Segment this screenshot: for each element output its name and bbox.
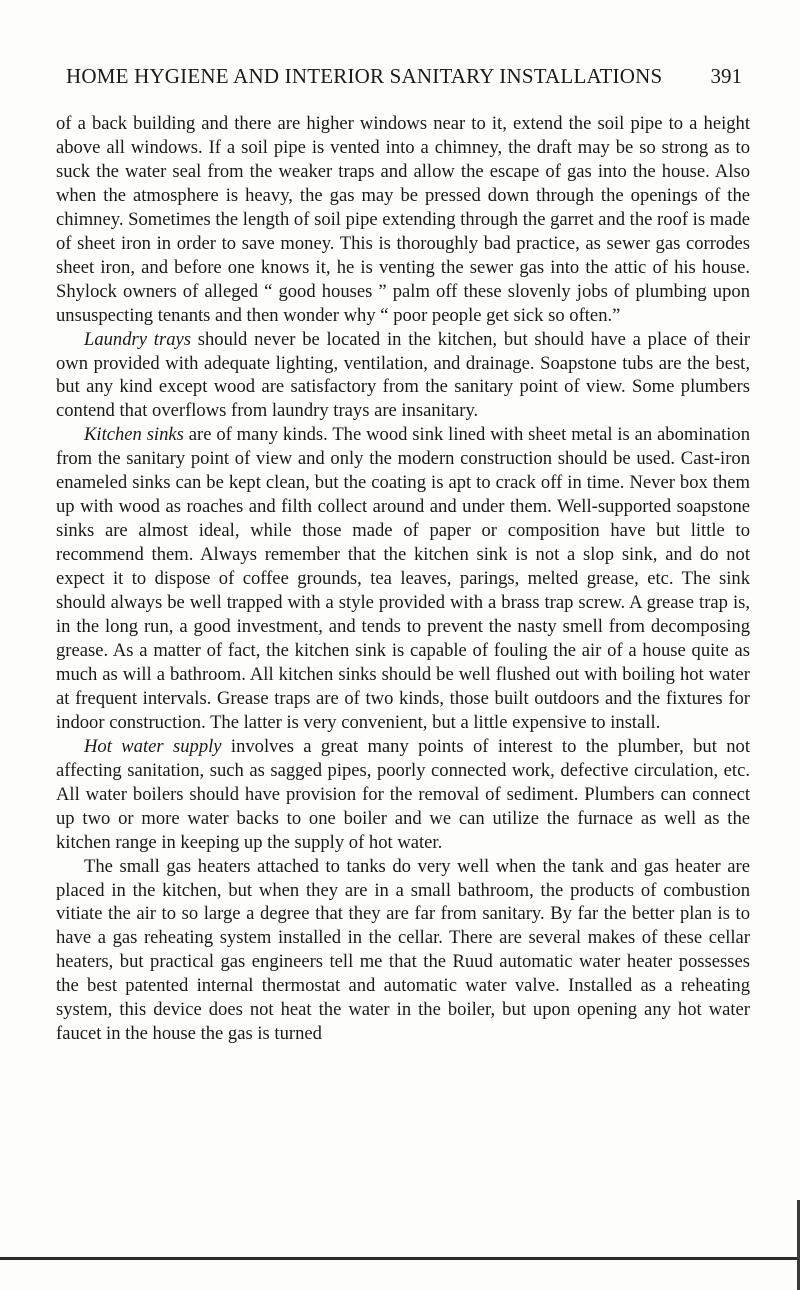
paragraph-hot-water-supply	[56, 735, 750, 855]
running-head	[66, 64, 742, 89]
paragraph-soil-pipe	[56, 112, 750, 328]
paragraph-text: should never be located in the kitchen, but should have a place of their own provided with adequate lighting, ventilation, and drainage. Soapstone tubs are the best, but any kind except wood are satisfactory from the sanitary point of view. Some plumbers contend that overflows from laundry trays are insanitary.	[56, 328, 750, 422]
paragraph-text: are of many kinds. The wood sink lined with sheet metal is an abomination from the sanitary point of view and only the modern construction should be used. Cast-iron enameled sinks can be kept clean, but the coating is apt to crack off in time. Never box them up with wood as roaches and filth collect around and under them. Well-supported soapstone sinks are almost ideal, while those made of paper or composition have but little to recommend them. Always remember that the kitchen sink is not a slop sink, and do not expect it to dispose of coffee grounds, tea leaves, parings, melted grease, etc. The sink should always be well trapped with a style provided with a brass trap screw. A grease trap is, in the long run, a good investment, and tends to prevent the nasty smell from decomposing grease. As a matter of fact, the kitchen sink is capable of fouling the air of a house quite as much as will a bathroom. All kitchen sinks should be well flushed out with boiling hot water at frequent intervals. Grease traps are of two kinds, those built outdoors and the fixtures for indoor construction. The latter is very convenient, but a little expensive to install.	[56, 424, 750, 733]
running-title: HOME HYGIENE AND INTERIOR SANITARY INSTALLATIONS	[66, 64, 663, 88]
paragraph-kitchen-sinks	[56, 423, 750, 734]
scan-edge-divider	[0, 1257, 800, 1260]
paragraph-text: involves a great many points of interest to the plumber, but not affecting sanitation, such as sagged pipes, poorly connected work, defective circulation, etc. All water boilers should have provision for the removal of sediment. Plumbers can connect up two or more water backs to one boiler and we can utilize the furnace as well as the kitchen range in keeping up the supply of hot water.	[56, 735, 750, 853]
paragraph-lead: Kitchen sinks	[84, 424, 184, 446]
paragraph-lead: Hot water supply	[84, 735, 222, 757]
paragraph-text: of a back building and there are higher windows near to it, extend the soil pipe to a height above all windows. If a soil pipe is vented into a chimney, the draft may be so strong as to suck the water seal from the weaker traps and allow the escape of gas into the house. Also when the atmosphere is heavy, the gas may be pressed down through the openings of the chimney. Sometimes the length of soil pipe extending through the garret and the roof is made of sheet iron in order to save money. This is thoroughly bad practice, as sewer gas corrodes sheet iron, and before one knows it, he is venting the sewer gas into the attic of his house. Shylock owners of alleged “ good houses ” palm off these slovenly jobs of plumbing upon unsuspecting tenants and then wonder why “ poor people get sick so often.”	[56, 113, 750, 326]
paragraph-lead: Laundry trays	[84, 328, 191, 350]
body-text	[56, 112, 750, 1046]
paragraph-text: The small gas heaters attached to tanks do very well when the tank and gas heater are placed in the kitchen, but when they are in a small bathroom, the products of combustion vitiate the air to so large a degree that they are far from sanitary. By far the better plan is to have a gas reheating system installed in the cellar. There are several makes of these cellar heaters, but practical gas engineers tell me that the Ruud automatic water heater possesses the best patented internal thermostat and automatic water valve. Installed as a reheating system, this device does not heat the water in the boiler, but upon opening any hot water faucet in the house the gas is turned	[56, 855, 750, 1045]
paragraph-gas-heaters	[56, 855, 750, 1047]
page-number: 391	[710, 64, 742, 88]
paragraph-laundry-trays	[56, 328, 750, 424]
